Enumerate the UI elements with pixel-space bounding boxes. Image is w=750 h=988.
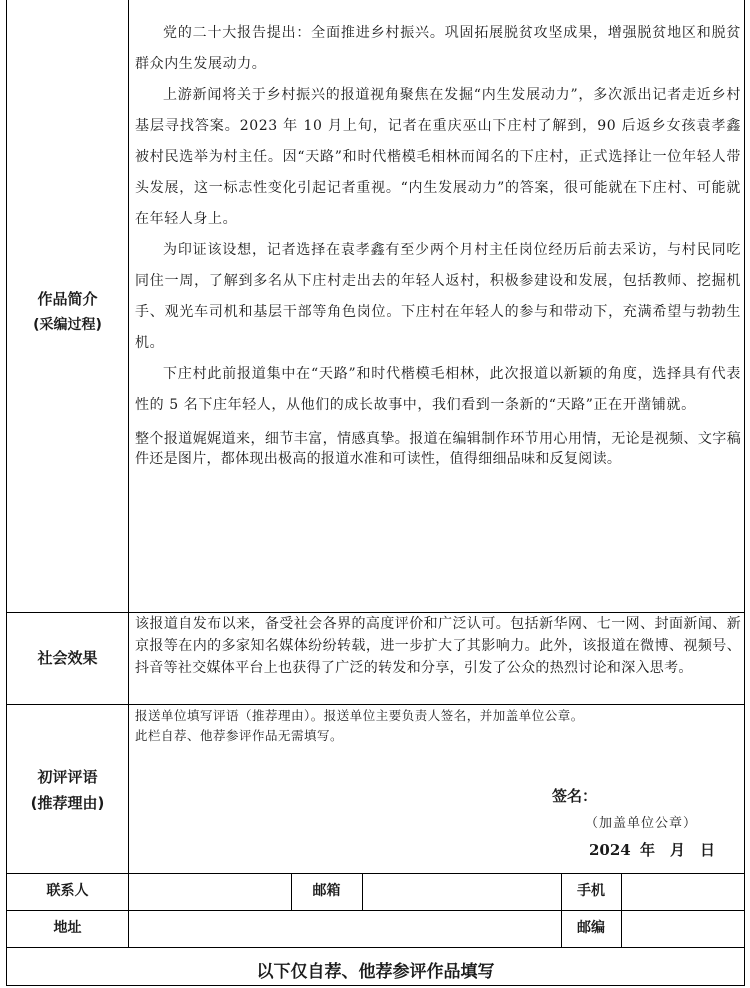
mobile-label: 手机 — [577, 883, 605, 899]
review-note-2: 此栏自荐、他荐参评作品无需填写。 — [135, 728, 344, 743]
social-content — [135, 613, 741, 679]
contact-person-label: 联系人 — [46, 883, 89, 899]
social-label: 社会效果 — [37, 649, 98, 667]
email-label: 邮箱 — [312, 883, 341, 899]
row-divider-review — [7, 704, 744, 705]
intro-paragraph-1: 党的二十大报告提出：全面推进乡村振兴。巩固拓展脱贫攻坚成果，增强脱贫地区和脱贫群众内生发展动力。 — [135, 25, 741, 72]
address-label: 地址 — [53, 920, 82, 936]
intro-paragraph-4: 下庄村此前报道集中在“天路”和时代楷模毛相林，此次报道以新颖的角度，选择具有代表性的 5 名下庄年轻人，从他们的成长故事中，我们看到一条新的“天路”正在开凿铺就。 — [135, 366, 741, 413]
review-note-1: 报送单位填写评语（推荐理由）。报送单位主要负责人签名，并加盖单位公章。 — [135, 708, 584, 723]
intro-paragraph-2: 上游新闻将关于乡村振兴的报道视角聚焦在发掘“内生发展动力”，多次派出记者走近乡村基层寻找答案。2023 年 10 月上旬，记者在重庆巫山下庄村了解到，90 后返乡女孩袁孝鑫被村民选举为村主任。因“天路”和时代楷模毛相林而闻名的下庄村，正式选择让一位年轻人带头发展，这一标志性变化引起记者重视。“内生发展动力”的答案，很可能就在下庄村、可能就在年轻人身上。 — [135, 87, 741, 227]
review-label-title: 初评评语 — [37, 768, 98, 786]
intro-paragraph-3: 为印证该设想，记者选择在袁孝鑫有至少两个月村主任岗位经历后前去采访，与村民同吃同住一周，了解到多名从下庄村走出去的年轻人返村，积极参建设和发展，包括教师、挖掘机手、观光车司机和基层干部等角色岗位。下庄村在年轻人的参与和带动下，充满希望与勃勃生机。 — [135, 242, 741, 351]
review-label — [7, 764, 128, 816]
social-text: 该报道自发布以来，备受社会各界的高度评价和广泛认可。包括新华网、七一网、封面新闻、新京报等在内的多家知名媒体纷纷转载，进一步扩大了其影响力。此外，该报道在微博、视频号、抖音等社交媒体平台上也获得了广泛的转发和分享，引发了公众的热烈讨论和深入思考。 — [135, 616, 741, 676]
column-divider-phone-right — [621, 873, 622, 947]
row-divider-contact — [7, 873, 744, 874]
intro-label — [7, 286, 128, 338]
intro-closing-paragraph: 整个报道娓娓道来，细节丰富，情感真挚。报道在编辑制作环节用心用情，无论是视频、文字稿件还是图片，都体现出极高的报道水准和可读性，值得细细品味和反复阅读。 — [135, 431, 741, 467]
column-divider-label — [128, 0, 129, 947]
review-label-subtitle: (推荐理由) — [30, 794, 105, 812]
row-divider-address — [7, 910, 744, 911]
intro-content — [135, 18, 741, 469]
seal-note: （加盖单位公章） — [585, 816, 698, 831]
review-notes — [135, 706, 741, 746]
row-divider-footer — [7, 947, 744, 948]
intro-label-title: 作品简介 — [37, 290, 98, 308]
self-nomination-heading: 以下仅自荐、他荐参评作品填写 — [256, 962, 495, 982]
column-divider-email-right — [362, 873, 363, 910]
review-date: 2024 年 月 日 — [589, 841, 715, 859]
postcode-label: 邮编 — [577, 920, 605, 936]
intro-label-subtitle: (采编过程) — [33, 317, 102, 333]
signature-label: 签名： — [552, 787, 598, 805]
nomination-form — [6, 0, 745, 986]
